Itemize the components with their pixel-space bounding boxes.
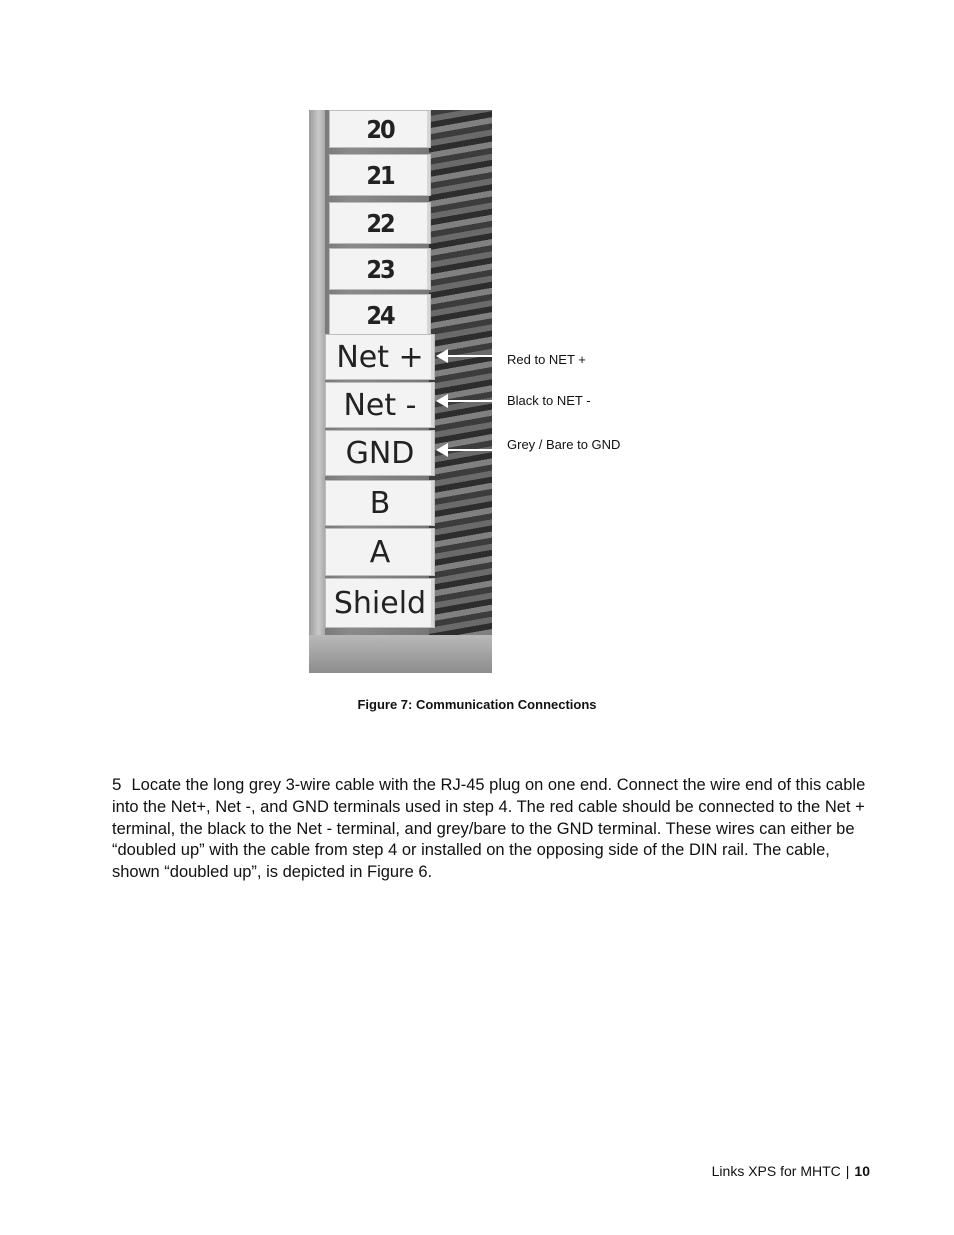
terminal-label-b: B	[325, 480, 435, 526]
step-paragraph	[112, 774, 872, 884]
annotation-grey-bare-gnd: Grey / Bare to GND	[507, 437, 621, 452]
terminal-label-net-minus: Net -	[325, 382, 435, 428]
terminal-label-shield: Shield	[325, 578, 435, 628]
terminal-label-net-plus: Net +	[325, 334, 435, 380]
step-number: 5	[112, 775, 122, 794]
terminal-label-24: 24	[329, 294, 431, 336]
terminal-label-gnd: GND	[325, 430, 435, 476]
annotation-black-net-minus: Black to NET -	[507, 393, 591, 408]
footer-separator: |	[845, 1163, 850, 1179]
page-footer	[712, 1163, 870, 1179]
annotation-red-net-plus: Red to NET +	[507, 352, 586, 367]
wire-bundle	[429, 110, 492, 673]
page-number: 10	[854, 1163, 870, 1179]
terminal-base	[309, 635, 492, 673]
terminal-label-21: 21	[329, 154, 431, 196]
footer-doc-title: Links XPS for MHTC	[711, 1163, 841, 1179]
terminal-label-23: 23	[329, 248, 431, 290]
step-text: Locate the long grey 3-wire cable with the RJ-45 plug on one end. Connect the wire end of this cable into the Net+, Net -, and GND terminals used in step 4. The red cable should be connected to the Net + terminal, the black to the Net - terminal, and grey/bare to the GND terminal. These wires can either be “doubled up” with the cable from step 4 or installed on the opposing side of the DIN rail. The cable, shown “doubled up”, is depicted in Figure 6.	[112, 776, 866, 882]
terminal-block-photo	[309, 110, 492, 673]
din-rail	[309, 110, 325, 673]
terminal-label-a: A	[325, 528, 435, 576]
terminal-label-20: 20	[329, 110, 431, 148]
figure-caption: Figure 7: Communication Connections	[357, 697, 597, 712]
arrow-left-icon	[446, 449, 492, 451]
terminal-label-22: 22	[329, 202, 431, 244]
arrow-left-icon	[446, 400, 492, 402]
arrow-left-icon	[446, 355, 492, 357]
